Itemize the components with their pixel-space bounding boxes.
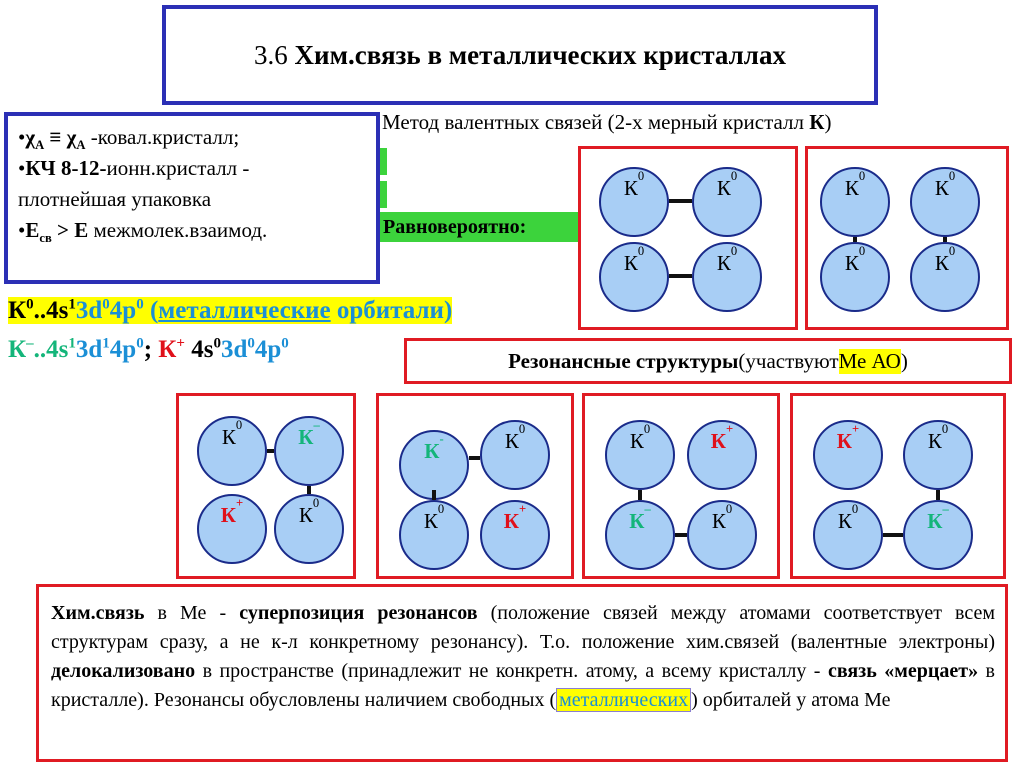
atom-neutral: К 0 <box>605 420 675 490</box>
property-energy: $•E_{св} > E$ межмолек.взаимод. <box>18 218 268 246</box>
title-box <box>162 5 878 105</box>
bond-line <box>469 456 480 460</box>
summary-box <box>36 584 1008 762</box>
atom-neutral: К 0 <box>903 420 973 490</box>
atom-neutral: К 0 <box>820 242 890 312</box>
atom-neutral: К 0 <box>820 167 890 237</box>
atom-cation: К + <box>480 500 550 570</box>
title-text: Хим.связь в металлических кристаллах <box>294 39 786 70</box>
atom-neutral: К 0 <box>910 167 980 237</box>
atom-neutral: К 0 <box>813 500 883 570</box>
valence-structure-vertical <box>805 146 1009 330</box>
green-bar-1 <box>380 148 387 175</box>
atom-neutral: К 0 <box>687 500 757 570</box>
valence-structure-horizontal <box>578 146 798 330</box>
metallic-highlight: металлических <box>556 688 691 712</box>
resonance-structure-4 <box>790 393 1006 579</box>
bond-line <box>432 490 436 500</box>
green-bar-2 <box>380 181 387 208</box>
atom-neutral: К 0 <box>480 420 550 490</box>
atom-neutral: К 0 <box>692 242 762 312</box>
resonance-structure-1 <box>176 393 356 579</box>
atom-neutral: К 0 <box>599 242 669 312</box>
atom-cation: К + <box>687 420 757 490</box>
bond-line <box>307 486 311 494</box>
atom-neutral: К 0 <box>910 242 980 312</box>
atom-cation: К + <box>197 494 267 564</box>
bond-line <box>853 237 857 242</box>
atom-anion: К – <box>274 416 344 486</box>
resonance-structure-2 <box>376 393 574 579</box>
resonance-structure-3 <box>582 393 780 579</box>
method-heading: Метод валентных связей (2-х мерный кристалл К) <box>382 110 832 134</box>
property-electronegativity: $•\chi_A \equiv \chi_A$ -ковал.кристалл; <box>18 125 240 153</box>
atom-neutral: К 0 <box>274 494 344 564</box>
atom-neutral: К 0 <box>599 167 669 237</box>
atom-anion: К - <box>399 430 469 500</box>
formula-ions: $К^-..4s^13d^14p^0$; К+ $4s^03d^04p^0$ <box>8 335 289 363</box>
bond-line <box>669 199 692 203</box>
bond-line <box>669 274 692 278</box>
bond-line <box>267 449 274 453</box>
bond-line <box>936 490 940 500</box>
summary-text: Хим.связь в Ме - суперпозиция резонансов (положение связей между атомами соответствует всем структурам сразу, а не к-л конкретному резонансу). Т.о. положение хим.связей (валентные электроны) делокализовано в пространстве (принадлежит не конкретн. атому, а всему кристаллу - связь «мерцает» в кристалле). Резонансы обусловлены наличием свободных ( металлических ) орбиталей у атома Ме <box>51 602 996 711</box>
atom-anion: К – <box>605 500 675 570</box>
bond-line <box>675 533 687 537</box>
property-packing: плотнейшая упаковка <box>18 187 212 211</box>
property-coordination: •КЧ 8-12-ионн.кристалл - <box>18 156 250 180</box>
atom-neutral: К 0 <box>399 500 469 570</box>
bond-line <box>943 237 947 242</box>
atom-cation: К + <box>813 420 883 490</box>
properties-box <box>4 112 380 284</box>
resonance-heading: Резонансные структуры (участвуют Ме АО ) <box>404 338 1012 384</box>
formula-neutral: $К^0..4s^13d^04p^0$ (металлические орбитали) <box>8 296 453 324</box>
bond-line <box>638 490 642 500</box>
atom-neutral: К 0 <box>197 416 267 486</box>
atom-neutral: К 0 <box>692 167 762 237</box>
atom-anion: К – <box>903 500 973 570</box>
bond-line <box>883 533 903 537</box>
title-number: 3.6 <box>254 39 288 70</box>
equiprobable-label: Равновероятно: <box>380 212 580 242</box>
